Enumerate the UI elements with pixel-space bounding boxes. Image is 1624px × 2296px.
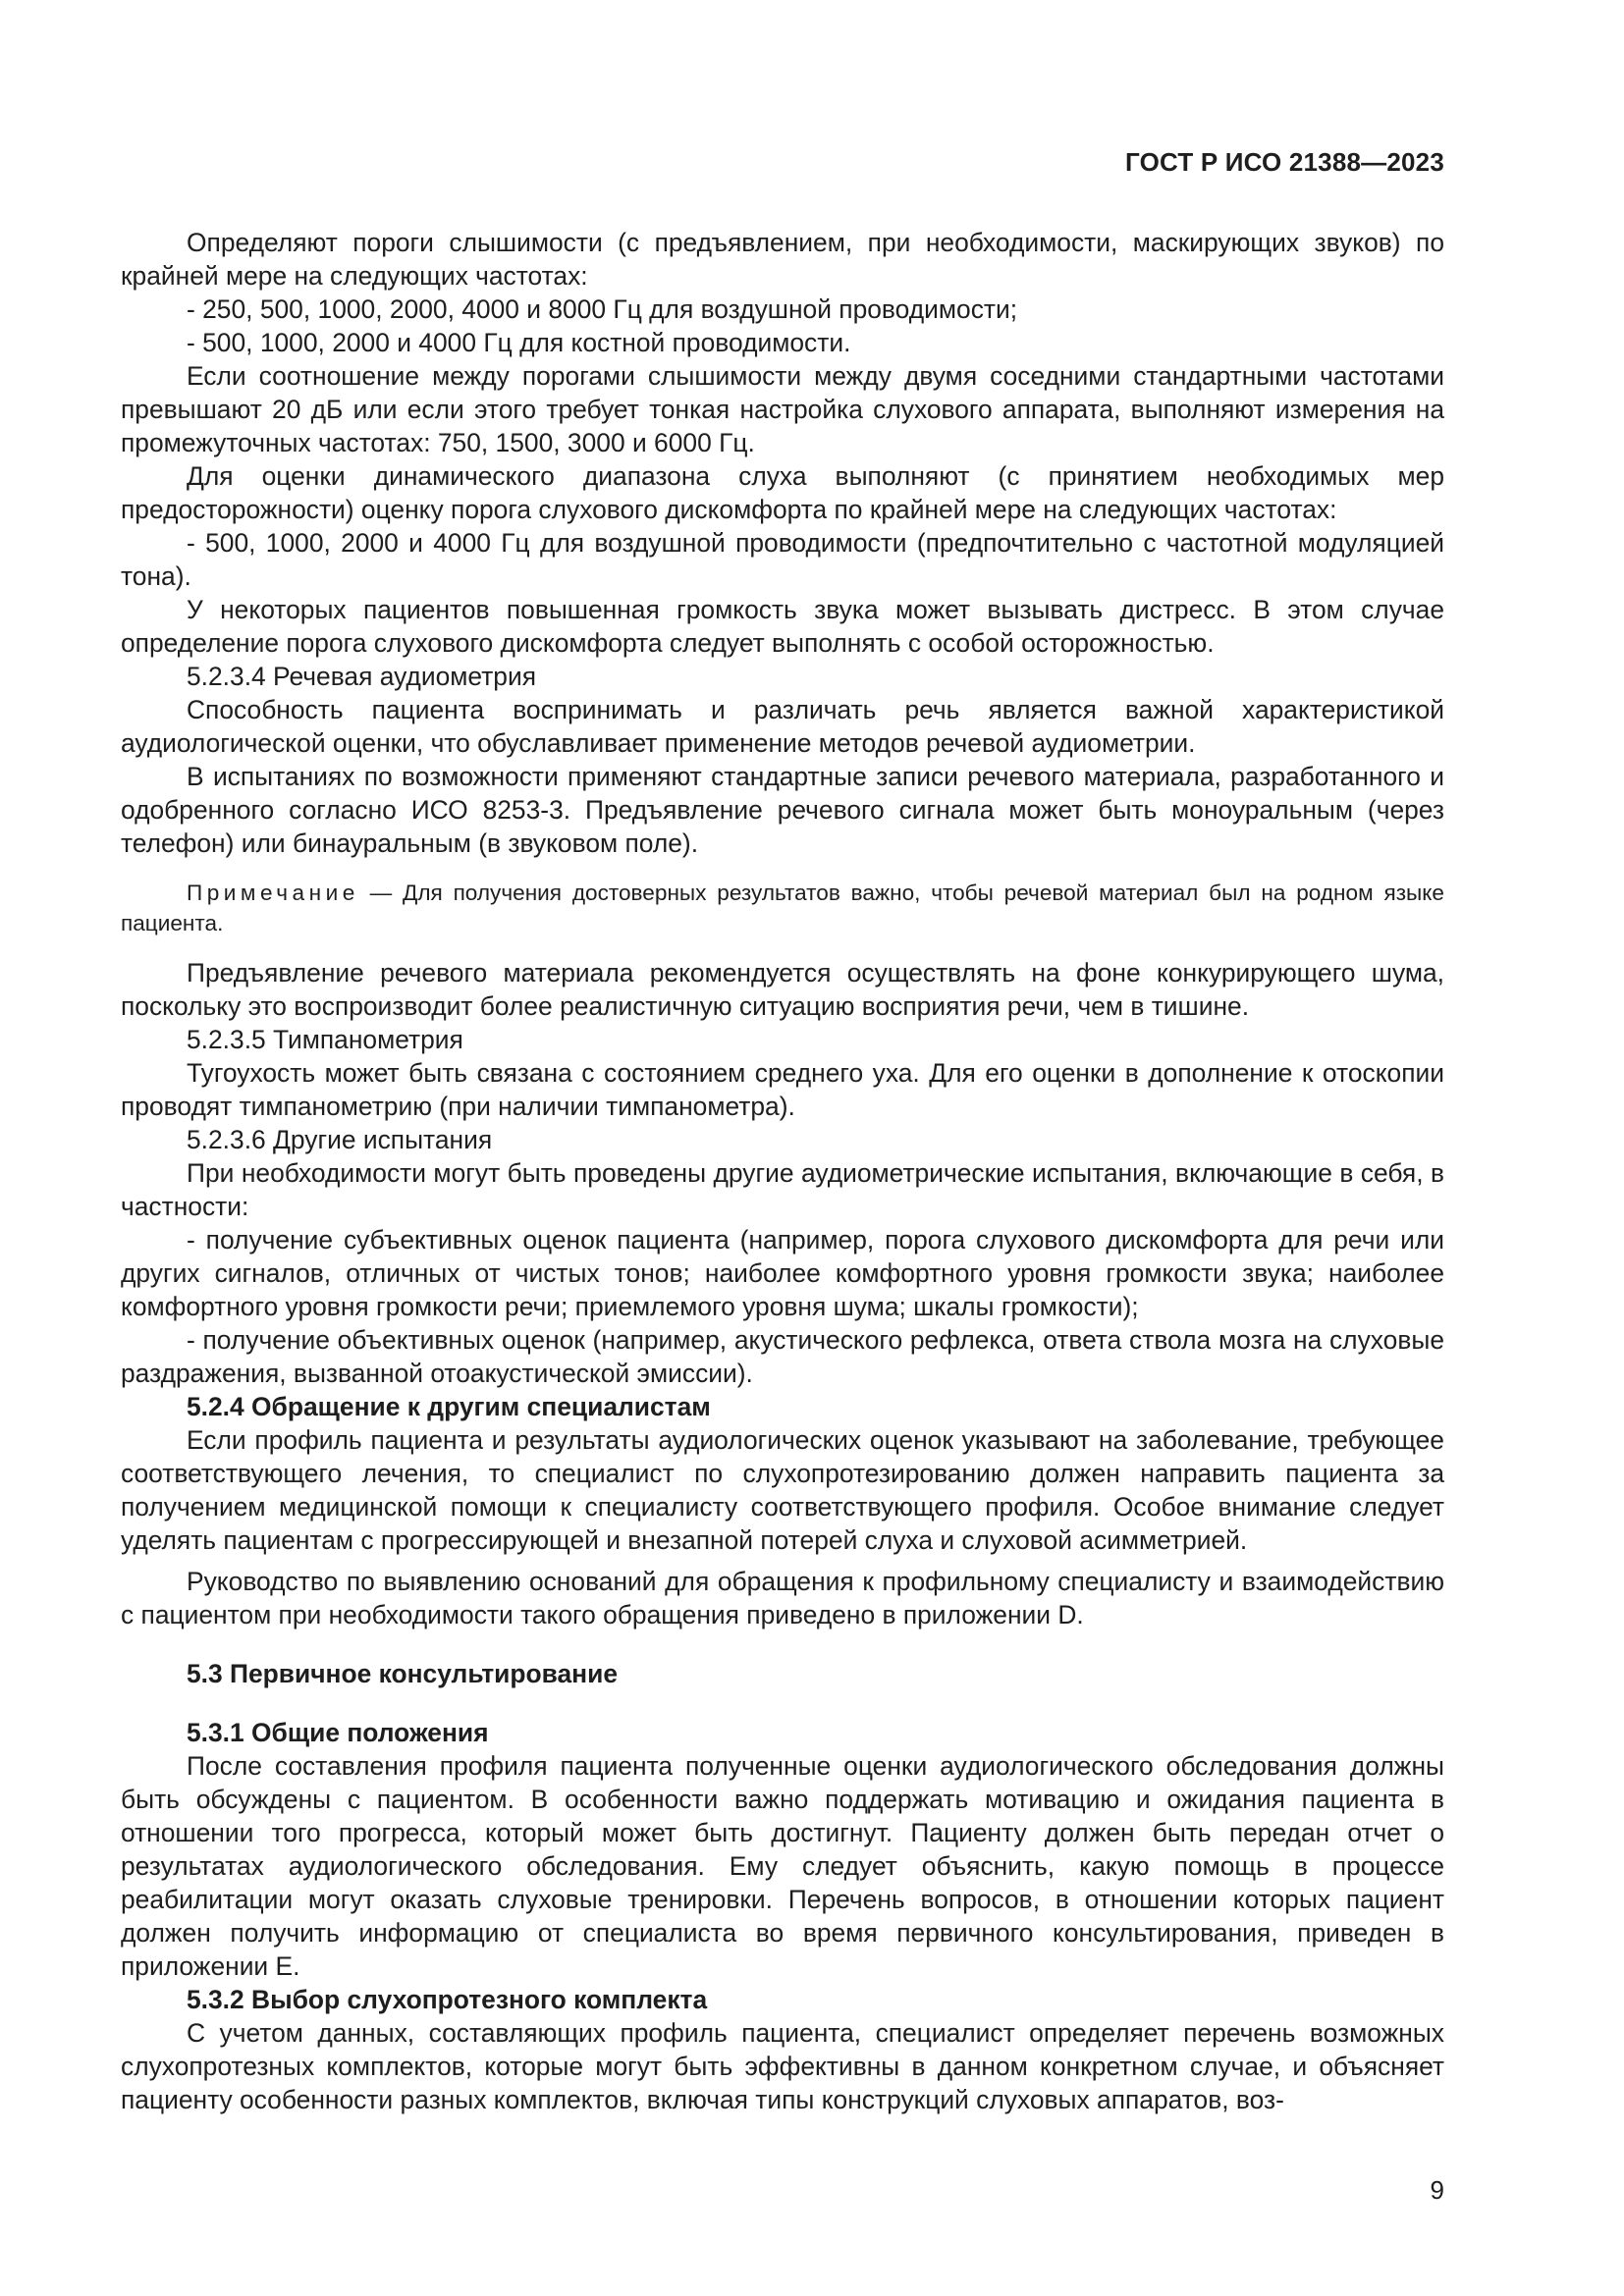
section-heading-5-2-3-4: 5.2.3.4 Речевая аудиометрия bbox=[187, 662, 536, 691]
list-item: - 500, 1000, 2000 и 4000 Гц для воздушной проводимости (предпочтительно с частотной модуляцией тона). bbox=[121, 528, 1444, 591]
section-heading-5-2-3-5: 5.2.3.5 Тимпанометрия bbox=[187, 1025, 463, 1054]
paragraph: Если профиль пациента и результаты аудиологических оценок указывают на заболевание, требующее соответствующего лечения, то специалист по слухопротезированию должен направить пациента за получением медицинской помощи к специалисту соответствующего профиля. Особое внимание следует уделять пациентам с прогрессирующей и внезапной потерей слуха и слуховой асимметрией. bbox=[121, 1425, 1444, 1555]
section-heading-5-2-4: 5.2.4 Обращение к другим специалистам bbox=[187, 1392, 711, 1421]
list-item: - 250, 500, 1000, 2000, 4000 и 8000 Гц для воздушной проводимости; bbox=[187, 294, 1018, 324]
paragraph: Определяют пороги слышимости (с предъявлением, при необходимости, маскирующих звуков) по крайней мере на следующих частотах: bbox=[121, 228, 1444, 291]
paragraph: Для оценки динамического диапазона слуха выполняют (с принятием необходимых мер предосторожности) оценку порога слухового дискомфорта по крайней мере на следующих частотах: bbox=[121, 461, 1444, 524]
paragraph: После составления профиля пациента полученные оценки аудиологического обследования должны быть обсуждены с пациентом. В особенности важно поддержать мотивацию и ожидания пациента в отношении того прогресса, который может быть достигнут. Пациенту должен быть передан отчет о результатах аудиологического обследования. Ему следует объяснить, какую помощь в процессе реабилитации могут оказать слуховые тренировки. Перечень вопросов, в отношении которых пациент должен получить информацию от специалиста во время первичного консультирования, приведен в приложении Е. bbox=[121, 1751, 1444, 1981]
paragraph: В испытаниях по возможности применяют стандартные записи речевого материала, разработанного и одобренного согласно ИСО 8253-3. Предъявление речевого сигнала может быть моноуральным (через телефон) или бинауральным (в звуковом поле). bbox=[121, 762, 1444, 858]
document-header: ГОСТ Р ИСО 21388—2023 bbox=[1124, 147, 1444, 177]
section-heading-5-3-1: 5.3.1 Общие положения bbox=[187, 1718, 489, 1747]
paragraph: С учетом данных, составляющих профиль пациента, специалист определяет перечень возможных слухопротезных комплектов, которые могут быть эффективны в данном конкретном случае, и объясняет пациенту особенности разных комплектов, включая типы конструкций слуховых аппаратов, воз- bbox=[121, 2018, 1444, 2114]
paragraph: Руководство по выявлению оснований для обращения к профильному специалисту и взаимодействию с пациентом при необходимости такого обращения приведено в приложении D. bbox=[121, 1567, 1444, 1629]
note bbox=[121, 878, 1444, 938]
paragraph: Если соотношение между порогами слышимости между двумя соседними стандартными частотами превышают 20 дБ или если этого требует тонкая настройка слухового аппарата, выполняют измерения на промежуточных частотах: 750, 1500, 3000 и 6000 Гц. bbox=[121, 361, 1444, 457]
list-item: - 500, 1000, 2000 и 4000 Гц для костной проводимости. bbox=[187, 328, 851, 357]
section-heading-5-3: 5.3 Первичное консультирование bbox=[187, 1659, 619, 1688]
document-page bbox=[121, 0, 1444, 2296]
document-body bbox=[121, 226, 1444, 2116]
paragraph: При необходимости могут быть проведены другие аудиометрические испытания, включающие в себя, в частности: bbox=[121, 1158, 1444, 1221]
section-heading-5-3-2: 5.3.2 Выбор слухопротезного комплекта bbox=[187, 1985, 708, 2014]
note-text: — Для получения достоверных результатов важно, чтобы речевой материал был на родном языке пациента. bbox=[121, 881, 1444, 935]
paragraph: Предъявление речевого материала рекомендуется осуществлять на фоне конкурирующего шума, поскольку это воспроизводит более реалистичную ситуацию восприятия речи, чем в тишине. bbox=[121, 958, 1444, 1021]
list-item: - получение субъективных оценок пациента (например, порога слухового дискомфорта для речи или других сигналов, отличных от чистых тонов; наиболее комфортного уровня громкости звука; наиболее комфортного уровня громкости речи; приемлемого уровня шума; шкалы громкости); bbox=[121, 1225, 1444, 1321]
section-heading-5-2-3-6: 5.2.3.6 Другие испытания bbox=[187, 1125, 493, 1154]
paragraph: Тугоухость может быть связана с состоянием среднего уха. Для его оценки в дополнение к отоскопии проводят тимпанометрию (при наличии тимпанометра). bbox=[121, 1058, 1444, 1121]
page-number: 9 bbox=[1430, 2175, 1444, 2205]
list-item: - получение объективных оценок (например, акустического рефлекса, ответа ствола мозга на слуховые раздражения, вызванной отоакустической эмиссии). bbox=[121, 1325, 1444, 1388]
note-label: Примечание bbox=[187, 881, 359, 905]
paragraph: У некоторых пациентов повышенная громкость звука может вызывать дистресс. В этом случае определение порога слухового дискомфорта следует выполнять с особой осторожностью. bbox=[121, 595, 1444, 658]
paragraph: Способность пациента воспринимать и различать речь является важной характеристикой аудиологической оценки, что обуславливает применение методов речевой аудиометрии. bbox=[121, 695, 1444, 758]
